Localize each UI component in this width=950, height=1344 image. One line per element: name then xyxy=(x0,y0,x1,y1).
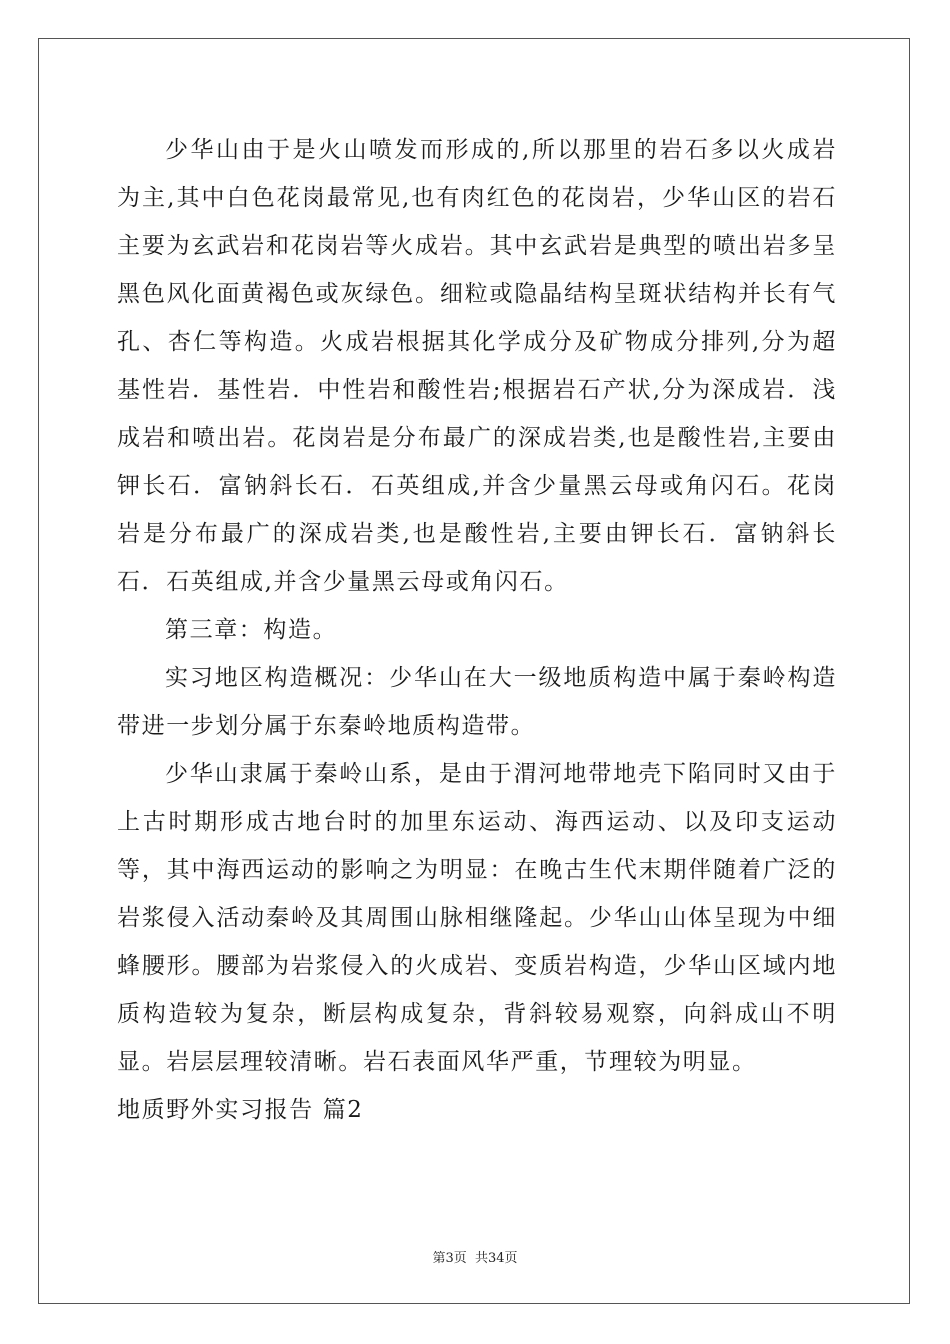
chapter-heading: 第三章：构造。 xyxy=(165,617,338,643)
section-heading: 地质野外实习报告 篇2 xyxy=(117,1097,364,1123)
page-number: 第3页 xyxy=(432,1251,467,1266)
paragraph-structure-overview: 实习地区构造概况：少华山在大一级地质构造中属于秦岭构造带进一步划分属于东秦岭地质构造带。 xyxy=(117,665,837,739)
document-body xyxy=(117,126,837,1134)
page-footer xyxy=(0,1247,950,1266)
page-total: 共34页 xyxy=(474,1251,518,1266)
paragraph-structure-detail: 少华山隶属于秦岭山系，是由于渭河地带地壳下陷同时又由于上古时期形成古地台时的加里东运动、海西运动、以及印支运动等，其中海西运动的影响之为明显：在晚古生代末期伴随着广泛的岩浆侵入活动秦岭及其周围山脉相继隆起。少华山山体呈现为中细蜂腰形。腰部为岩浆侵入的火成岩、变质岩构造，少华山区域内地质构造较为复杂，断层构成复杂，背斜较易观察，向斜成山不明显。岩层层理较清晰。岩石表面风华严重，节理较为明显。 xyxy=(117,761,837,1075)
paragraph-rocks: 少华山由于是火山喷发而形成的,所以那里的岩石多以火成岩为主,其中白色花岗最常见,也有肉红色的花岗岩，少华山区的岩石主要为玄武岩和花岗岩等火成岩。其中玄武岩是典型的喷出岩多呈黑色风化面黄褐色或灰绿色。细粒或隐晶结构呈斑状结构并长有气孔、杏仁等构造。火成岩根据其化学成分及矿物成分排列,分为超基性岩．基性岩．中性岩和酸性岩;根据岩石产状,分为深成岩．浅成岩和喷出岩。花岗岩是分布最广的深成岩类,也是酸性岩,主要由钾长石．富钠斜长石．石英组成,并含少量黑云母或角闪石。花岗岩是分布最广的深成岩类,也是酸性岩,主要由钾长石．富钠斜长石．石英组成,并含少量黑云母或角闪石。 xyxy=(117,137,837,595)
